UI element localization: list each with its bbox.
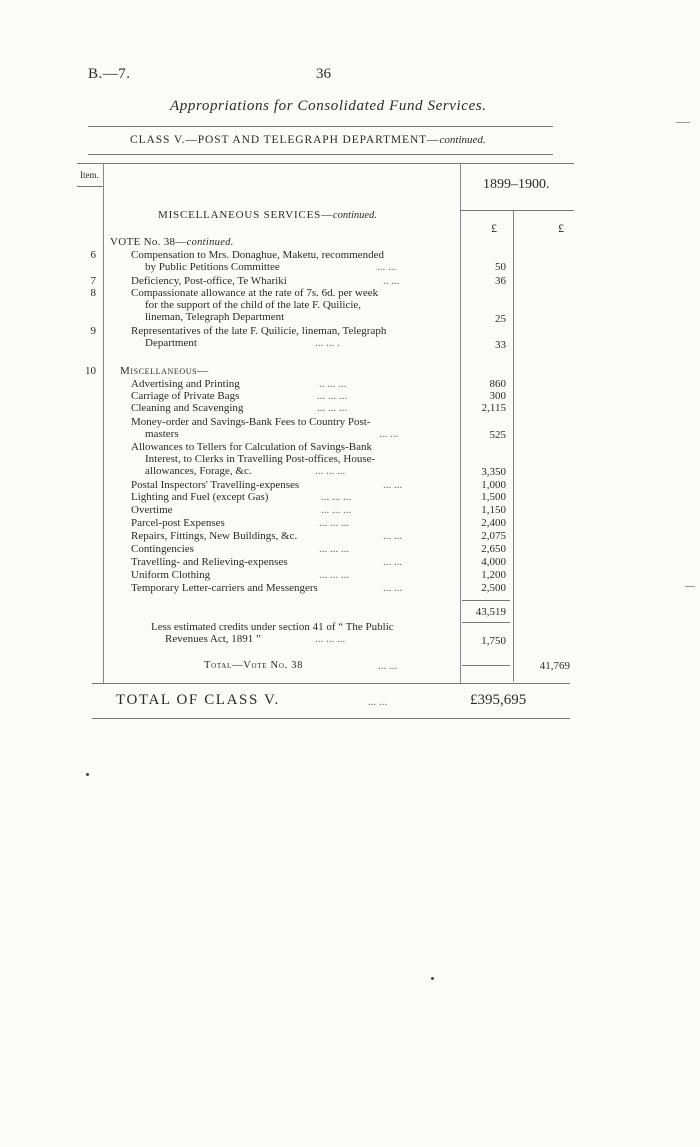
less-credits-amount: 1,750	[481, 635, 506, 647]
item-number: 6	[90, 249, 96, 261]
misc-item-text: Lighting and Fuel (except Gas)	[131, 491, 269, 503]
vote-label-suffix: continued.	[186, 237, 234, 248]
item-amount: 36	[495, 275, 506, 287]
item-description-continued: for the support of the child of the late F. Quilicie,	[145, 299, 362, 311]
misc-item-label	[131, 390, 458, 402]
leader-dots: ... ... ...	[319, 543, 350, 555]
header-rule	[88, 126, 553, 127]
leader-dots: ... ... ...	[317, 402, 348, 414]
page-title: Appropriations for Consolidated Fund Services.	[170, 98, 487, 114]
misc-item-text: Advertising and Printing	[131, 378, 240, 390]
misc-item-label	[131, 530, 458, 542]
item-description: Compensation to Mrs. Donaghue, Maketu, recommended	[131, 249, 384, 261]
misc-item-label: Money-order and Savings-Bank Fees to Country Post-	[131, 416, 371, 428]
misc-item-text: masters	[145, 428, 179, 440]
item-number: 9	[90, 325, 96, 337]
misc-item-amount: 1,000	[481, 479, 506, 491]
leader-dots: .. ...	[383, 275, 400, 287]
subtotal-rule	[462, 600, 510, 601]
misc-item-label	[131, 543, 458, 555]
class-title-suffix: continued.	[439, 134, 486, 146]
misc-item-amount: 300	[489, 390, 506, 402]
second-amount-divider	[513, 210, 514, 682]
misc-item-label	[131, 556, 458, 568]
leader-dots: ... ... .	[315, 337, 340, 349]
total-vote-dash	[462, 665, 510, 666]
leader-dots: .. ... ...	[319, 378, 347, 390]
scan-speck	[431, 977, 434, 980]
item-description-text: Deficiency, Post-office, Te Whariki	[131, 275, 287, 287]
misc-item-text: allowances, Forage, &c.	[145, 465, 252, 477]
misc-item-amount: 1,150	[481, 504, 506, 516]
item-amount: 25	[495, 313, 506, 325]
misc-item-text: Repairs, Fittings, New Buildings, &c.	[131, 530, 298, 542]
misc-item-label	[131, 569, 458, 581]
misc-item-continued	[145, 465, 458, 477]
vote-label	[110, 236, 234, 248]
misc-item-amount: 4,000	[481, 556, 506, 568]
misc-item-text: Temporary Letter-carriers and Messengers	[131, 582, 318, 594]
total-class-label: TOTAL OF CLASS V.	[116, 692, 280, 708]
total-class-amount: £395,695	[470, 692, 527, 708]
misc-item-label: Allowances to Tellers for Calculation of Savings-Bank	[131, 441, 372, 453]
misc-item-text: Travelling- and Relieving-expenses	[131, 556, 288, 568]
leader-dots: ... ... ...	[319, 517, 350, 529]
misc-item-text: Carriage of Private Bags	[131, 390, 240, 402]
leader-dots: ... ...	[379, 428, 399, 440]
leader-dots: ... ...	[383, 556, 403, 568]
misc-item-label	[131, 491, 458, 503]
leader-dots: ... ... ...	[319, 569, 350, 581]
misc-item-text: Postal Inspectors' Travelling-expenses	[131, 479, 300, 491]
item-description	[131, 275, 458, 287]
item-description: Representatives of the late F. Quilicie, lineman, Telegraph	[131, 325, 387, 337]
year-header-rule	[460, 210, 574, 211]
subtotal-amount: 43,519	[475, 606, 506, 618]
item-description-continued	[145, 337, 458, 349]
pound-symbol-column-2: £	[558, 221, 564, 235]
leader-dots: ... ...	[378, 660, 398, 672]
misc-item-text: Uniform Clothing	[131, 569, 211, 581]
section-title-text: MISCELLANEOUS SERVICES—	[158, 209, 333, 221]
less-credits-line-continued	[165, 633, 458, 645]
item-description-text: by Public Petitions Committee	[145, 261, 280, 273]
misc-item-amount: 2,500	[481, 582, 506, 594]
leader-dots: ... ...	[383, 479, 403, 491]
item-description-continued	[145, 261, 458, 273]
vote-label-text: VOTE No. 38—	[110, 236, 187, 248]
misc-item-amount: 525	[489, 429, 506, 441]
misc-item-amount: 1,200	[481, 569, 506, 581]
misc-heading: Miscellaneous—	[120, 365, 209, 377]
less-credits-line: Less estimated credits under section 41 of “ The Public	[151, 621, 394, 633]
item-column-header: Item.	[80, 170, 99, 180]
total-class-rule-bottom	[92, 718, 570, 719]
misc-item-amount: 1,500	[481, 491, 506, 503]
less-credits-text: Revenues Act, 1891 ”	[165, 633, 261, 645]
pound-symbol-column-1: £	[491, 221, 497, 235]
item-amount: 50	[495, 261, 506, 273]
leader-dots: ... ...	[383, 530, 403, 542]
section-title-suffix: continued.	[332, 210, 377, 221]
item-header-rule	[77, 186, 103, 187]
item-number: 8	[90, 287, 96, 299]
leader-dots: ... ... ...	[321, 504, 352, 516]
misc-item-text: Parcel-post Expenses	[131, 517, 225, 529]
leader-dots: ... ... ...	[315, 633, 346, 645]
total-class-rule-top	[92, 683, 570, 684]
item-description: Compassionate allowance at the rate of 7s. 6d. per week	[131, 287, 379, 299]
amount-column-divider	[460, 163, 461, 683]
leader-dots: ... ... ...	[317, 390, 348, 402]
item-description-text: Department	[145, 337, 197, 349]
scan-speck	[86, 773, 89, 776]
misc-item-amount: 3,350	[481, 466, 506, 478]
leader-dots: ... ...	[383, 582, 403, 594]
misc-item-label	[131, 582, 458, 594]
misc-item-label	[131, 378, 458, 390]
item-column-divider	[103, 163, 104, 683]
year-header: 1899–1900.	[483, 177, 550, 192]
item-number: 10	[85, 365, 96, 377]
scan-mark	[676, 122, 690, 123]
leader-dots: ... ...	[377, 261, 397, 273]
misc-item-continued: Interest, to Clerks in Travelling Post-offices, House-	[145, 453, 376, 465]
leader-dots: ... ... ...	[321, 491, 352, 503]
misc-item-label	[131, 479, 458, 491]
total-vote-label: Total—Vote No. 38	[204, 660, 304, 671]
scan-mark	[685, 586, 695, 587]
misc-item-amount: 2,400	[481, 517, 506, 529]
section-title	[158, 209, 377, 221]
misc-item-text: Contingencies	[131, 543, 194, 555]
item-number: 7	[90, 275, 96, 287]
misc-item-amount: 2,115	[481, 402, 506, 414]
misc-item-continued	[145, 428, 458, 440]
misc-item-label	[131, 517, 458, 529]
class-title-text: CLASS V.—POST AND TELEGRAPH DEPARTMENT—	[130, 134, 440, 146]
page-id: B.—7.	[88, 66, 131, 82]
table-top-rule	[77, 163, 574, 164]
misc-item-label	[131, 402, 458, 414]
page-number: 36	[316, 66, 331, 82]
class-title	[130, 134, 486, 146]
misc-item-amount: 860	[489, 378, 506, 390]
item-amount: 33	[495, 339, 506, 351]
misc-item-amount: 2,650	[481, 543, 506, 555]
item-description-continued: lineman, Telegraph Department	[145, 311, 285, 323]
misc-item-amount: 2,075	[481, 530, 506, 542]
misc-item-text: Cleaning and Scavenging	[131, 402, 244, 414]
leader-dots: ... ... ...	[315, 465, 346, 477]
leader-dots: ... ...	[368, 696, 388, 708]
misc-item-text: Overtime	[131, 504, 173, 516]
class-rule	[88, 154, 553, 155]
misc-item-label	[131, 504, 458, 516]
subtotal-rule-lower	[462, 622, 510, 623]
total-vote-amount: 41,769	[539, 660, 570, 672]
